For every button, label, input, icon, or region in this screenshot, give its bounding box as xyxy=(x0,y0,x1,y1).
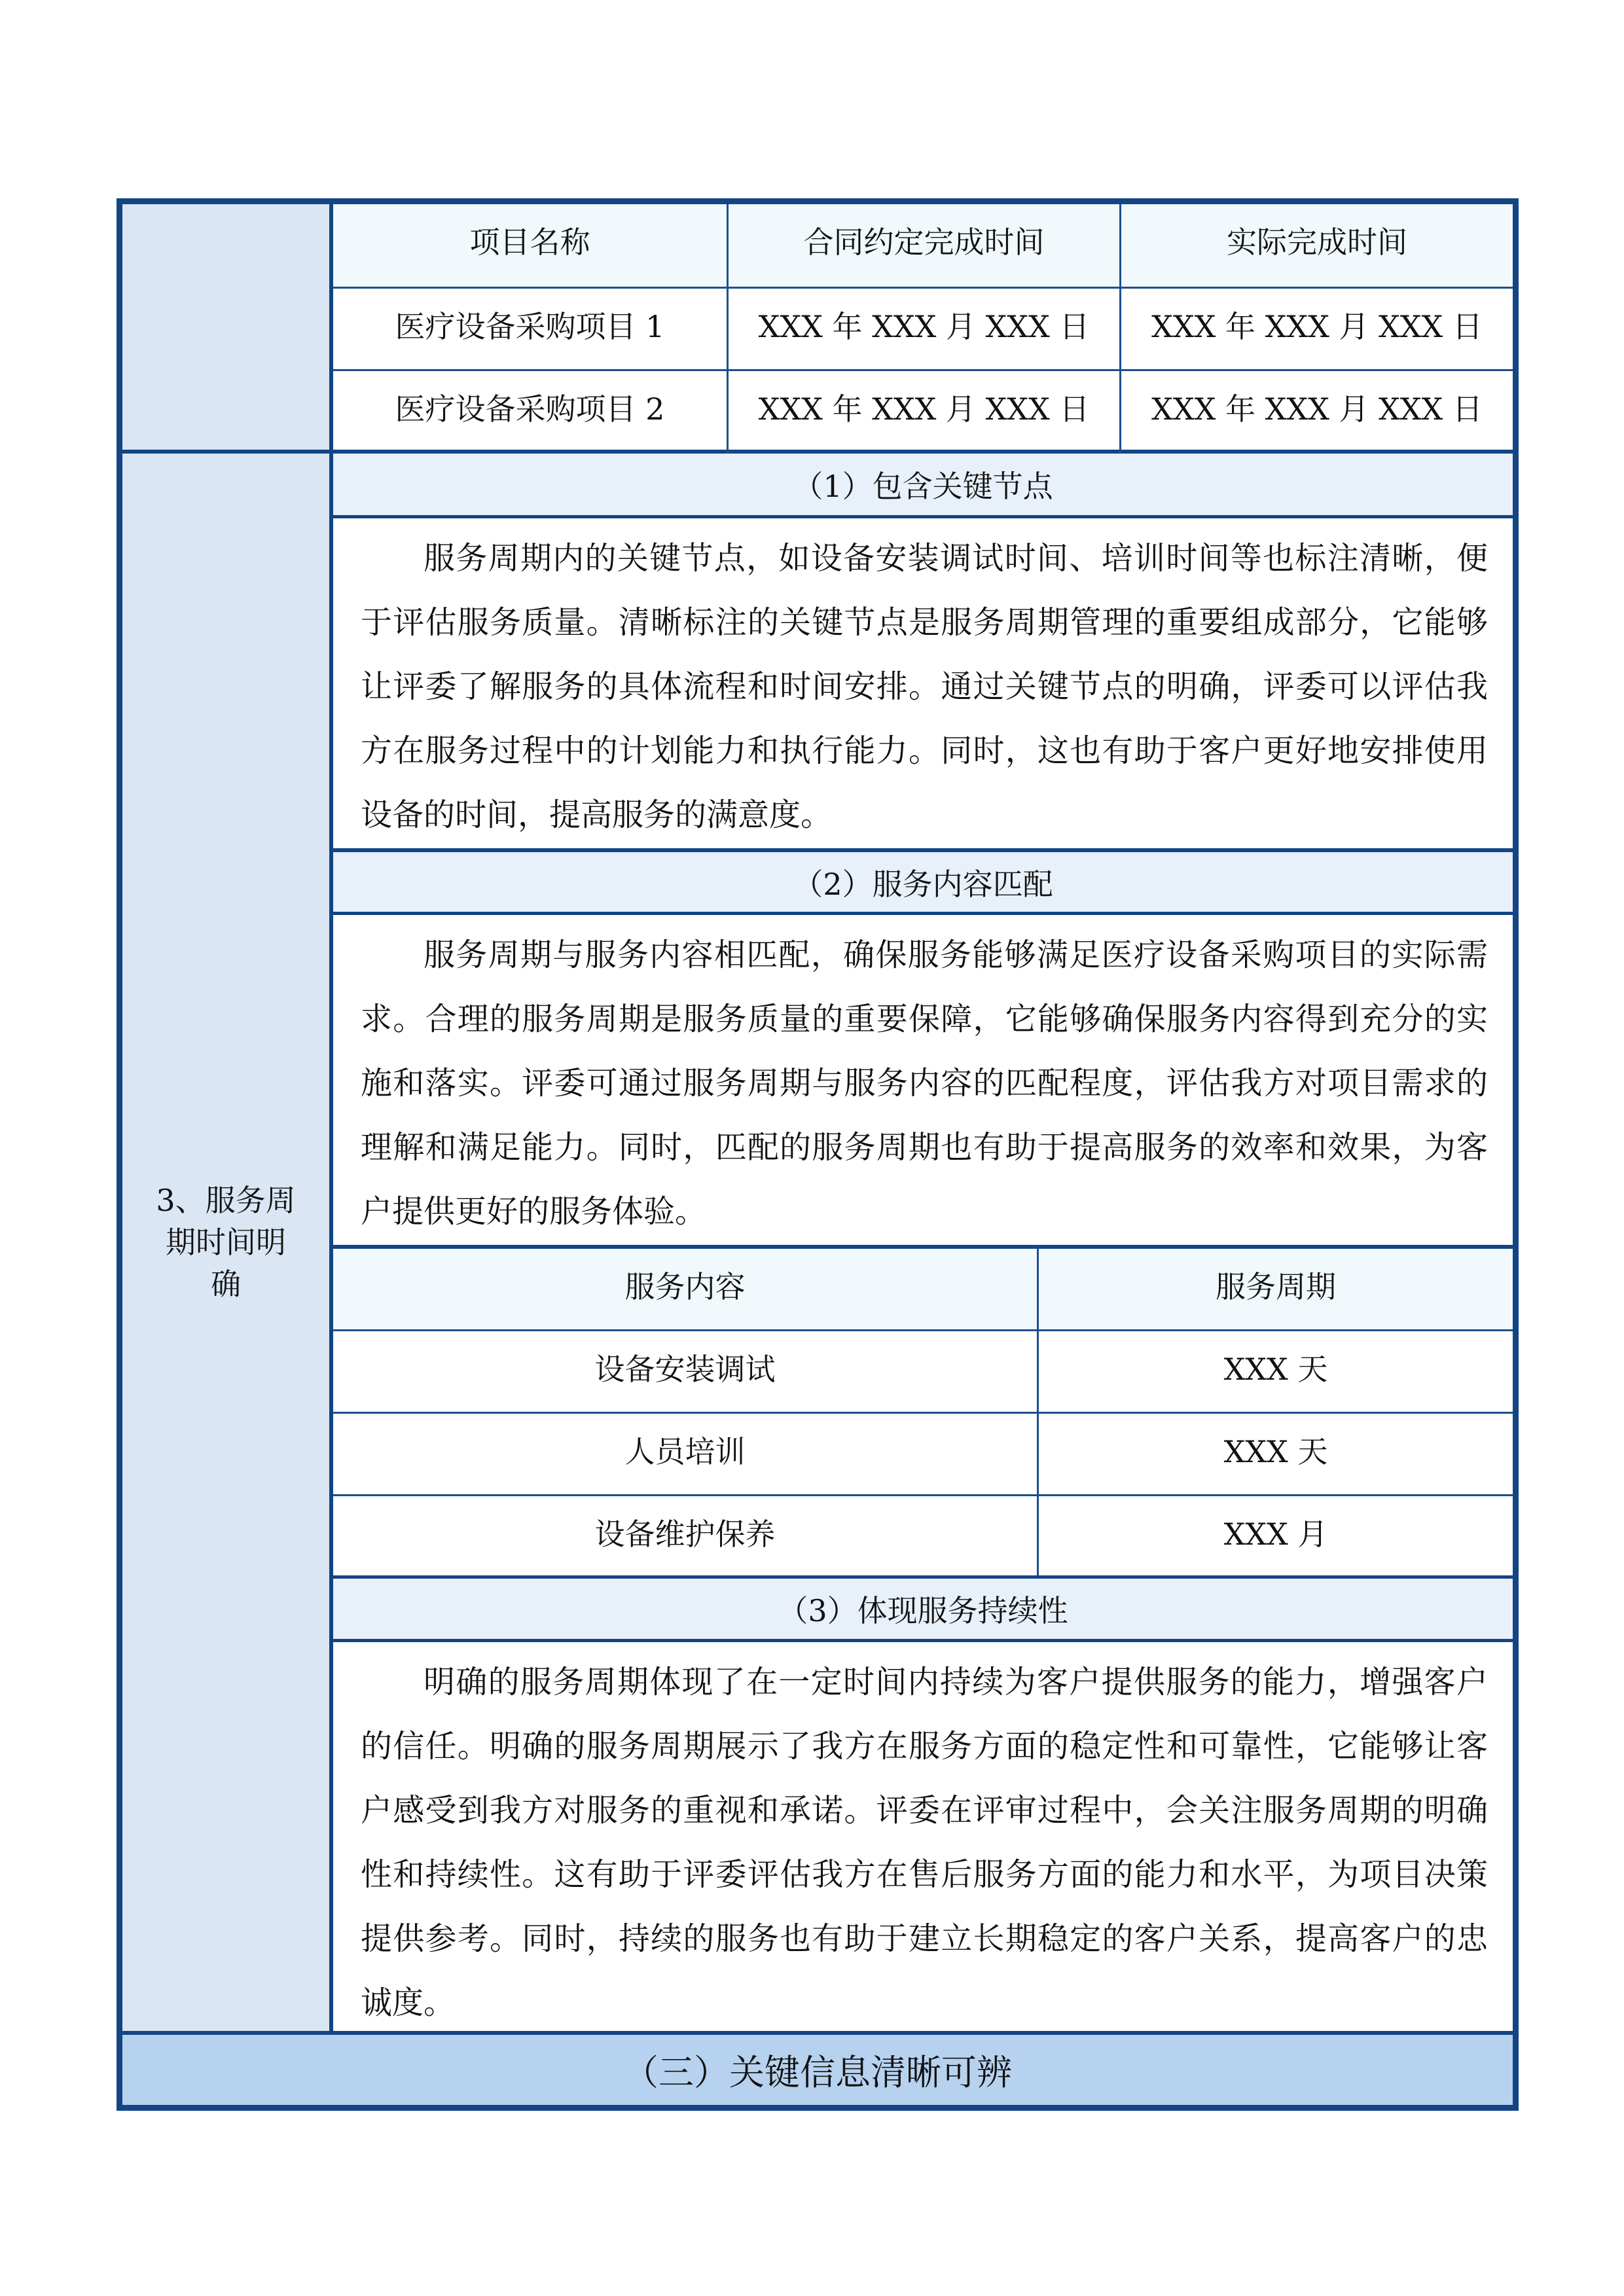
completion-table xyxy=(333,204,1513,454)
header-cell: 实际完成时间 xyxy=(1227,224,1407,260)
table-cell: 医疗设备采购项目 2 xyxy=(333,371,729,454)
table-cell: XXX 年 XXX 月 XXX 日 xyxy=(1151,391,1483,427)
header-cell: 服务周期 xyxy=(1216,1269,1336,1304)
table-cell: 设备安装调试 xyxy=(333,1331,1039,1412)
section-label xyxy=(122,454,333,2035)
footer-heading: （三）关键信息清晰可辨 xyxy=(122,2035,1513,2105)
table-cell: 人员培训 xyxy=(333,1414,1039,1494)
header-cell: 合同约定完成时间 xyxy=(729,204,1121,287)
section-content xyxy=(333,454,1513,2035)
table-cell: XXX 天 xyxy=(1223,1434,1328,1469)
table-row xyxy=(333,371,1513,454)
paragraph-continuity: 明确的服务周期体现了在一定时间内持续为客户提供服务的能力，增强客户的信任。明确的服务周期展示了我方在服务方面的稳定性和可靠性，它能够让客户感受到我方对服务的重视和承诺。评委在评审过程中，会关注服务周期的明确性和持续性。这有助于评委评估我方在售后服务方面的能力和水平，为项目决策提供参考。同时，持续的服务也有助于建立长期稳定的客户关系，提高客户的忠诚度。 xyxy=(361,1664,1488,2021)
subheading-continuity: （3）体现服务持续性 xyxy=(333,1579,1513,1642)
table-row xyxy=(333,1496,1513,1579)
subheading-service-match: （2）服务内容匹配 xyxy=(333,852,1513,915)
header-cell: 项目名称 xyxy=(333,204,729,287)
left-cell-empty xyxy=(122,204,333,454)
table-cell: XXX 年 XXX 月 XXX 日 xyxy=(1151,309,1483,344)
paragraph-key-nodes: 服务周期内的关键节点，如设备安装调试时间、培训时间等也标注清晰，便于评估服务质量。清晰标注的关键节点是服务周期管理的重要组成部分，它能够让评委了解服务的具体流程和时间安排。通过关键节点的明确，评委可以评估我方在服务过程中的计划能力和执行能力。同时，这也有助于客户更好地安排使用设备的时间，提高服务的满意度。 xyxy=(333,518,1513,852)
table-row xyxy=(333,1331,1513,1414)
document-table xyxy=(117,198,1519,2111)
header-cell: 服务内容 xyxy=(333,1249,1039,1329)
service-table-header xyxy=(333,1249,1513,1331)
table-row xyxy=(333,1414,1513,1496)
table-cell: XXX 天 xyxy=(1223,1352,1328,1387)
subheading-key-nodes: （1）包含关键节点 xyxy=(333,454,1513,518)
table-cell: 设备维护保养 xyxy=(333,1496,1039,1575)
table-cell: XXX 月 xyxy=(1223,1516,1328,1552)
table-header-row xyxy=(333,204,1513,289)
table-cell: XXX 年 XXX 月 XXX 日 xyxy=(729,371,1121,454)
table-cell: XXX 年 XXX 月 XXX 日 xyxy=(729,289,1121,369)
table-row xyxy=(333,289,1513,371)
section-label-text: 3、服务周期时间明确 xyxy=(156,1183,296,1302)
paragraph-service-match: 服务周期与服务内容相匹配，确保服务能够满足医疗设备采购项目的实际需求。合理的服务周期是服务质量的重要保障，它能够确保服务内容得到充分的实施和落实。评委可通过服务周期与服务内容的匹配程度，评估我方对项目需求的理解和满足能力。同时，匹配的服务周期也有助于提高服务的效率和效果，为客户提供更好的服务体验。 xyxy=(333,915,1513,1249)
table-cell: 医疗设备采购项目 1 xyxy=(333,289,729,369)
